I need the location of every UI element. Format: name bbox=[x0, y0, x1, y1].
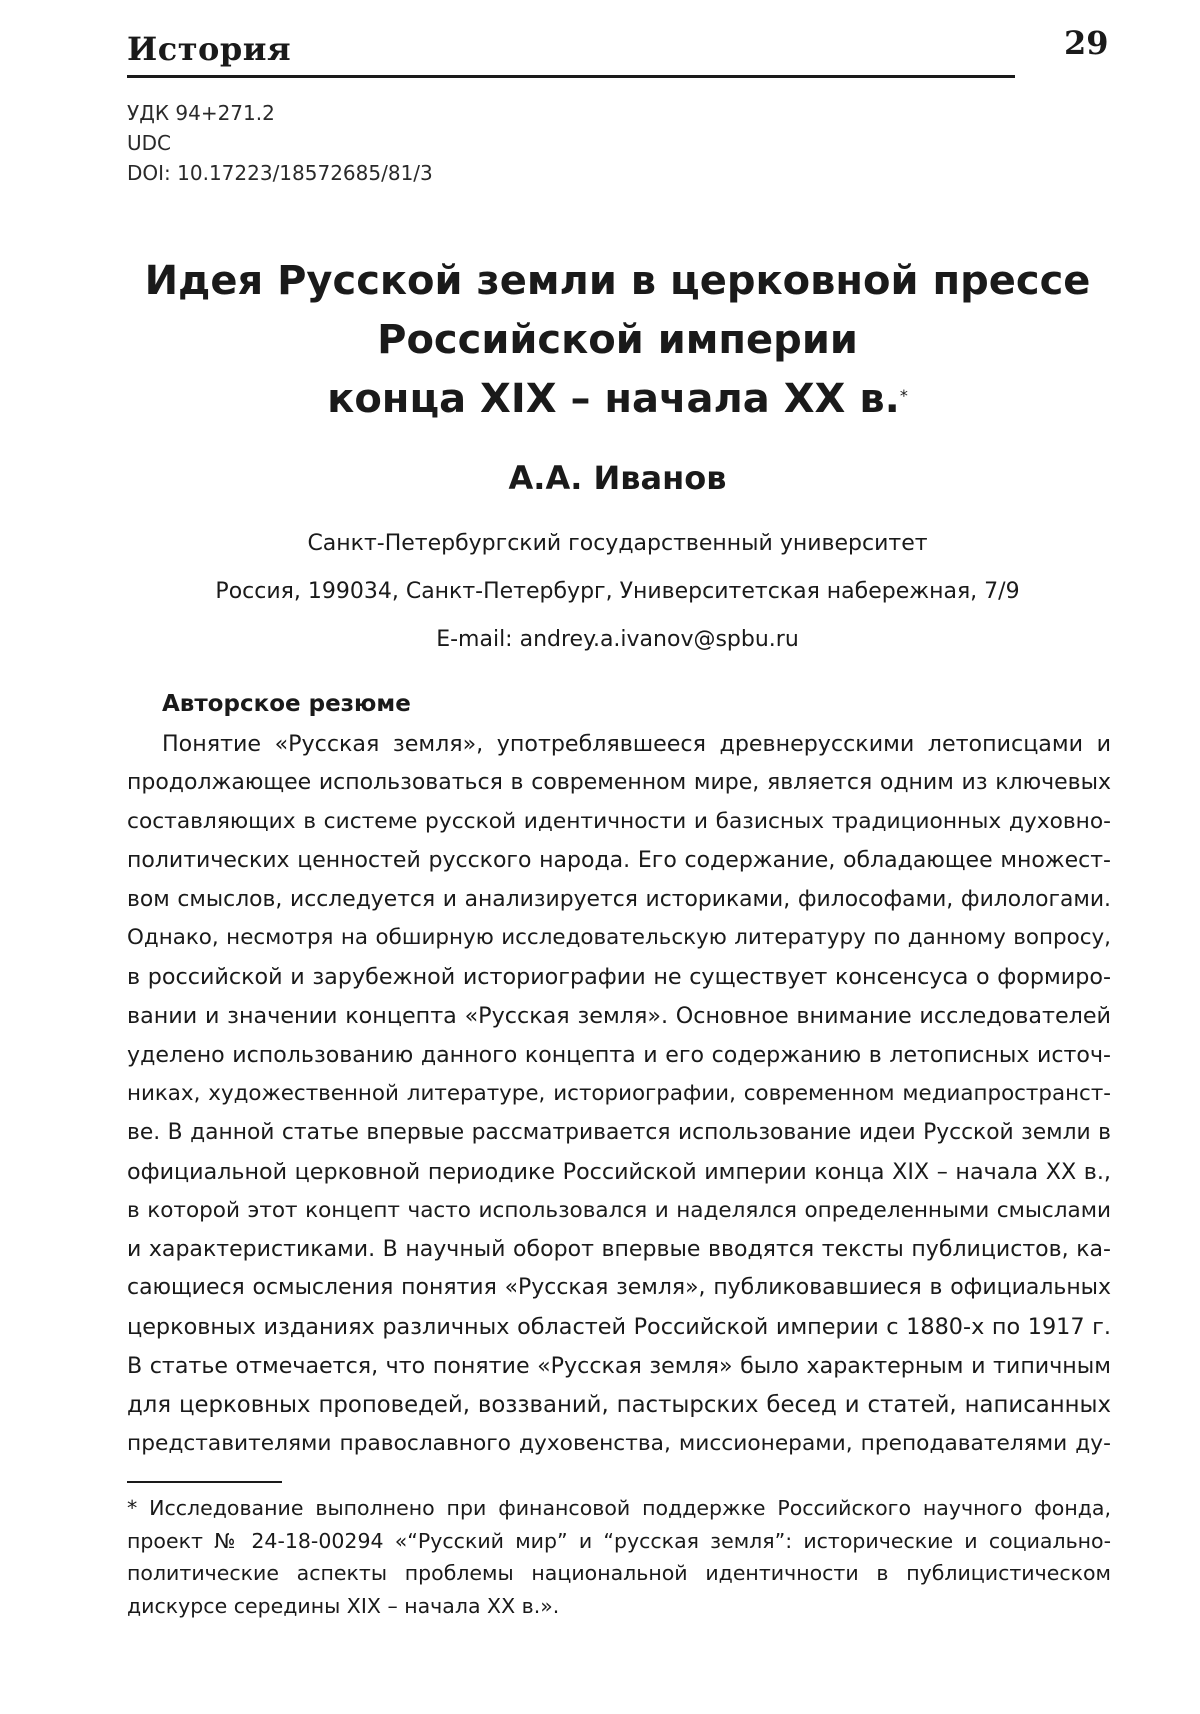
doi-code: DOI: 10.17223/18572685/81/3 bbox=[127, 161, 433, 185]
section-name: История bbox=[127, 30, 292, 68]
abstract-line: продолжающее использоваться в современном мире, является одним из ключевых bbox=[127, 769, 1111, 795]
affiliation-university: Санкт-Петербургский государственный университет bbox=[307, 531, 928, 556]
abstract-line: уделено использованию данного концепта и его содержанию в летописных источ- bbox=[127, 1042, 1111, 1069]
footnote-rule bbox=[127, 1481, 282, 1483]
abstract-body bbox=[127, 725, 1111, 1464]
classification-codes bbox=[127, 98, 433, 188]
abstract-line: никах, художественной литературе, историографии, современном медиапространст- bbox=[127, 1081, 1111, 1107]
abstract-line: Однако, несмотря на обширную исследовательскую литературу по данному вопросу, bbox=[127, 925, 1111, 951]
footnote-line: проект № 24-18-00294 «“Русский мир” и “русская земля”: исторические и социально- bbox=[127, 1528, 1111, 1553]
article-title bbox=[120, 252, 1115, 429]
title-line-3 bbox=[120, 370, 1115, 429]
title-footnote-marker: * bbox=[899, 386, 908, 405]
author-affiliation bbox=[120, 520, 1115, 664]
abstract-line: представителями православного духовенства, миссионерами, преподавателями ду- bbox=[127, 1431, 1111, 1457]
author-name: А.А. Иванов bbox=[508, 459, 727, 497]
abstract-line: политических ценностей русского народа. Его содержание, обладающее множест- bbox=[127, 847, 1111, 873]
footnote-line: политические аспекты проблемы национальной идентичности в публицистическом bbox=[127, 1561, 1111, 1585]
abstract-heading: Авторское резюме bbox=[162, 691, 411, 717]
footnote-line: дискурсе середины XIX – начала XX в.». bbox=[127, 1593, 560, 1618]
udc-code: UDC bbox=[127, 131, 172, 155]
abstract-line: вом смыслов, исследуется и анализируется историками, философами, филологами. bbox=[127, 886, 1111, 912]
abstract-line: составляющих в системе русской идентичности и базисных традиционных духовно- bbox=[127, 808, 1111, 834]
abstract-line: вании и значении концепта «Русская земля». Основное внимание исследователей bbox=[127, 1003, 1111, 1030]
footnote-line: * Исследование выполнено при финансовой поддержке Российского научного фонда, bbox=[127, 1496, 1111, 1520]
abstract-line: в российской и зарубежной историографии не существует консенсуса о формиро- bbox=[127, 964, 1111, 991]
footnote bbox=[127, 1492, 1111, 1622]
title-line-3-text: конца XIX – начала XX в. bbox=[327, 376, 900, 422]
abstract-line: В статье отмечается, что понятие «Русская земля» было характерным и типичным bbox=[127, 1353, 1111, 1380]
abstract-line: и характеристиками. В научный оборот впервые вводятся тексты публицистов, ка- bbox=[127, 1236, 1111, 1262]
title-line-2: Российской империи bbox=[377, 317, 858, 363]
abstract-line: официальной церковной периодике Российской империи конца XIX – начала XX в., bbox=[127, 1158, 1111, 1185]
abstract-line: в которой этот концепт часто использовался и наделялся определенными смыслами bbox=[127, 1197, 1111, 1223]
author-email: E-mail: andrey.a.ivanov@spbu.ru bbox=[436, 627, 799, 652]
abstract-line: для церковных проповедей, воззваний, пастырских бесед и статей, написанных bbox=[127, 1392, 1111, 1419]
abstract-line: Понятие «Русская земля», употреблявшееся древнерусскими летописцами и bbox=[162, 731, 1111, 757]
running-head bbox=[127, 20, 1015, 78]
udk-code: УДК 94+271.2 bbox=[127, 101, 275, 125]
title-line-1: Идея Русской земли в церковной прессе bbox=[144, 258, 1091, 304]
abstract-line: церковных изданиях различных областей Российской империи с 1880-х по 1917 г. bbox=[127, 1314, 1111, 1341]
abstract-line: ве. В данной статье впервые рассматривается использование идеи Русской земли в bbox=[127, 1119, 1111, 1145]
abstract-line: сающиеся осмысления понятия «Русская земля», публиковавшиеся в официальных bbox=[127, 1275, 1111, 1301]
page-number: 29 bbox=[1064, 24, 1109, 62]
header-rule bbox=[127, 75, 1015, 78]
affiliation-address: Россия, 199034, Санкт-Петербург, Университетская набережная, 7/9 bbox=[215, 579, 1020, 604]
